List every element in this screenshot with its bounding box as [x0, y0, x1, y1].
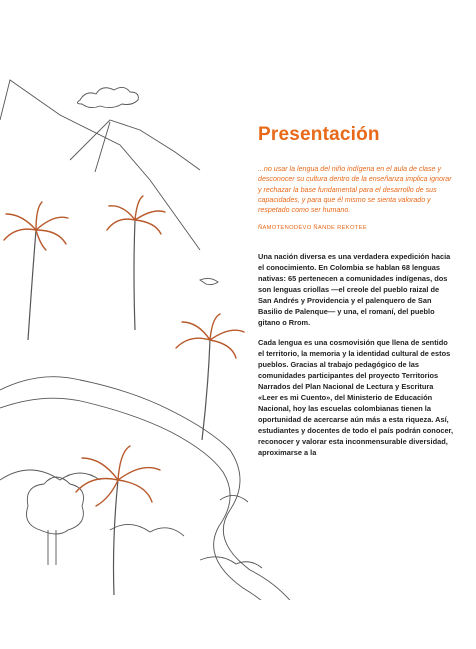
text-column: [258, 124, 454, 467]
page-title: Presentación: [258, 124, 380, 145]
epigraph-quote: ...no usar la lengua del niño indígena en el aula de clase y desconocer su cultura dentro de la enseñanza implica ignorar y rechazar la base fundamental para el desarrollo de sus capacidades, y para que él mismo se sienta valorado y respetado como ser humano.: [258, 165, 452, 215]
bird-sketch: [200, 278, 218, 284]
palm-trunk-4: [114, 480, 119, 595]
palm-trunk-2: [134, 220, 135, 330]
epigraph-author: ÑAMOTENODÉVO ÑANDE REKOTEE: [258, 225, 367, 232]
palm-trunk-3: [202, 340, 210, 440]
bush-sketch: [27, 477, 84, 534]
body-paragraph: Una nación diversa es una verdadera expedición hacia el conocimiento. En Colombia se hablan 68 lenguas nativas: 65 pertenecen a comunidades indígenas, dos son lenguas criollas —el creole del pueblo raizal de San Andrés y Providencia y el palenquero de San Basilio de Palenque— y una, el romaní, del pueblo gitano o Rrom.: [258, 252, 451, 328]
palm-crown-2: [107, 196, 165, 234]
palm-crown-4: [76, 446, 160, 506]
body-paragraph: Cada lengua es una cosmovisión que llena de sentido el territorio, la memoria y la identidad cultural de estos pueblos. Gracias al trabajo pedagógico de las comunidades participantes del proyecto Territorios Narrados del Plan Nacional de Lectura y Escritura «Leer es mi Cuento», del Ministerio de Educación Nacional, hoy las escuelas colombianas tienen la oportunidad de acercarse aún más a esta riqueza. Así, estudiantes y docentes de todo el país podrán conocer, reconocer y valorar esta inconmensurable diversidad, aproximarse a la: [258, 338, 454, 458]
cloud-sketch: [77, 87, 138, 107]
palm-trunk-1: [28, 230, 36, 340]
palm-crown-1: [4, 202, 68, 250]
